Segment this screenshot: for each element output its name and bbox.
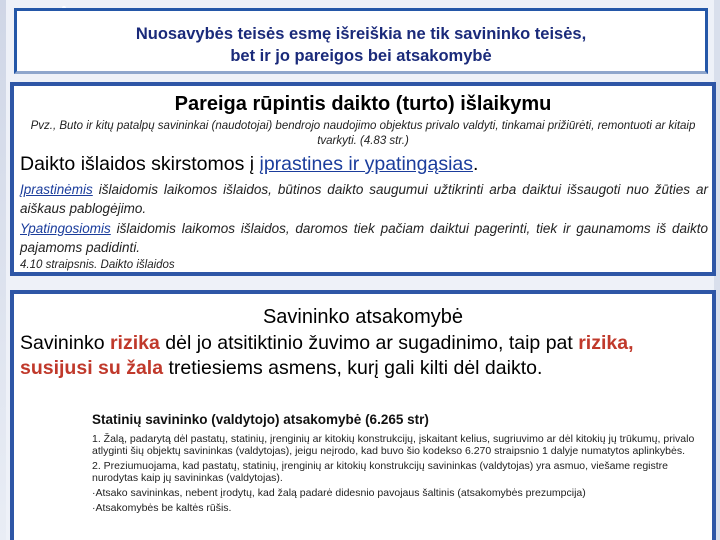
liability-heading: Savininko atsakomybė <box>262 306 464 328</box>
liability-item-1: 1. Žalą, padarytą dėl pastatų, statinių, įrenginių ar kitokių konstrukcijų, įskaitant kelius, sugriuvimo ar dėl kitokių jų trūkumų, privalo atlyginti šių objektų savininkas (valdytojas), jeigu neįrodo, kad buvo šio kodekso 6.270 straipsnio 1 dalyje numatytos aplinkybės. <box>92 433 695 457</box>
title-line-1: Nuosavybės teisės esmę išreiškia ne tik savininko teisės, <box>135 25 587 43</box>
liability-panel-body <box>14 294 712 540</box>
maintenance-example: Pvz., Buto ir kitų patalpų savininkai (naudotojai) bendrojo naudojimo objektus privalo valdyti, tinkamai prižiūrėti, remontuoti ar kitaip tvarkyti. (4.83 str.) <box>30 120 696 147</box>
liability-panel <box>10 290 716 540</box>
liability-text-1: Savininko <box>20 332 110 354</box>
liability-item-3: ·Atsako savininkas, nebent įrodytų, kad žalą padarė didesnio pavojaus šaltinis (atsakomybės prezumpcija) <box>92 487 586 499</box>
liability-item-4: ·Atsakomybės be kaltės rūšis. <box>92 502 232 514</box>
article-reference: 4.10 straipsnis. Daikto išlaidos <box>20 259 175 271</box>
special-expenses-definition <box>20 219 708 257</box>
maintenance-heading: Pareiga rūpintis daikto (turto) išlaikymu <box>174 93 552 115</box>
ordinary-expenses-term: Įprastinėmis <box>20 182 93 197</box>
title-line-2: bet ir jo pareigos bei atsakomybė <box>230 47 492 65</box>
title-box <box>14 8 708 74</box>
liability-risk-1: rizika <box>109 332 160 354</box>
building-liability-section <box>92 412 708 514</box>
maintenance-panel-body <box>14 86 712 272</box>
ordinary-expenses-definition <box>20 180 708 218</box>
expenses-intro-suffix: . <box>473 153 479 175</box>
special-expenses-text: išlaidomis laikomos išlaidos, daromos tiek pačiam daiktui pagerinti, tiek ir gaunamoms iš daikto pajamoms padidinti. <box>20 221 708 255</box>
liability-text-2: dėl jo atsitiktinio žuvimo ar sugadinimo, taip pat <box>159 332 579 354</box>
liability-text-3: tretiesiems asmens, kurį gali kilti dėl daikto. <box>163 357 543 379</box>
liability-item-2: 2. Preziumuojama, kad pastatų, statinių, įrenginių ar kitokių konstrukcijų savininkas (valdytojas) yra asmuo, viešame registre nurodytas kaip jų savininkas (valdytojas). <box>92 460 669 484</box>
expenses-intro-prefix: Daikto išlaidos skirstomos į <box>20 153 260 175</box>
liability-description <box>20 331 710 381</box>
slide-title <box>17 23 705 67</box>
building-liability-heading: Statinių savininko (valdytojo) atsakomybė (6.265 str) <box>92 412 429 427</box>
liability-risk-2: rizika, susijusi su žala <box>20 332 634 379</box>
expenses-intro-highlight: įprastines ir ypatingąsias <box>259 153 474 175</box>
maintenance-panel <box>10 82 716 276</box>
special-expenses-term: Ypatingosiomis <box>20 221 111 236</box>
expenses-intro <box>20 153 710 176</box>
ordinary-expenses-text: išlaidomis laikomos išlaidos, būtinos daikto saugumui užtikrinti arba daiktui išsaugoti nuo žūties ar aiškaus pablogėjimo. <box>20 182 708 216</box>
